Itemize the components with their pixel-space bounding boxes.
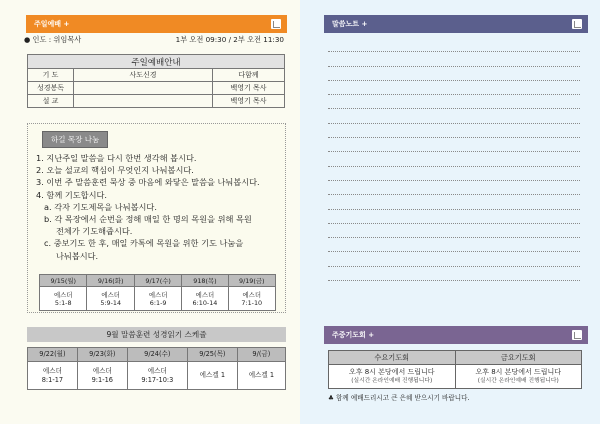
table-cell: 에스더 9:17-10:3 — [127, 362, 187, 390]
note-line — [328, 224, 580, 238]
worship-table — [27, 54, 285, 108]
note-line — [328, 152, 580, 166]
note-line — [328, 124, 580, 138]
reading-schedule-table — [27, 347, 286, 390]
prayer-online-note: (실시간 온라인예배 진행됩니다) — [477, 377, 559, 384]
note-line — [328, 210, 580, 224]
sharing-box — [27, 123, 286, 313]
table-cell: 백영기 목사 — [213, 82, 285, 95]
list-item: 1. 지난주일 말씀을 다시 한번 생각해 봅시다. — [36, 153, 197, 163]
note-line — [328, 81, 580, 95]
table-header-cell: 금요기도회 — [455, 351, 582, 365]
list-item: 2. 오늘 설교의 핵심이 무엇인지 나눠봅시다. — [36, 165, 194, 176]
note-line — [328, 267, 580, 281]
notes-header-title: 말씀노트 + — [332, 20, 368, 28]
note-line — [328, 95, 580, 109]
table-row — [28, 362, 286, 390]
worship-times: 1부 오전 09:30 / 2부 오전 11:30 — [175, 35, 284, 44]
schedule-title: 9월 말씀훈련 성경읽기 스케쥴 — [27, 327, 286, 342]
table-cell: 에스더 8:1-17 — [28, 362, 78, 390]
note-line — [328, 52, 580, 66]
table-cell: 사도신경 — [74, 69, 213, 82]
table-cell — [74, 82, 213, 95]
table-cell: 백영기 목사 — [213, 95, 285, 108]
document-icon[interactable] — [572, 330, 582, 340]
table-header-row — [28, 348, 286, 362]
table-header-row — [329, 351, 582, 365]
table-cell: 성경봉독 — [28, 82, 74, 95]
list-item: a. 각자 기도제목을 나눠봅시다. — [44, 201, 157, 212]
worship-header — [26, 15, 287, 33]
list-item: 4. 함께 기도합시다. — [36, 189, 107, 200]
table-header-row — [40, 275, 276, 287]
table-cell: 에스더 6:10-14 — [182, 287, 228, 311]
note-line — [328, 138, 580, 152]
table-header-cell: 9/19(금) — [228, 275, 275, 287]
document-icon[interactable] — [271, 19, 281, 29]
list-item-continued: 전체가 기도해줍시다. — [56, 226, 133, 237]
sharing-steps — [36, 152, 281, 262]
note-line — [328, 195, 580, 209]
note-line — [328, 238, 580, 252]
note-line — [328, 67, 580, 81]
prayer-online-note: (실시간 온라인예배 진행됩니다) — [351, 377, 433, 384]
list-item: c. 중보기도 한 후, 매일 카톡에 목원을 위한 기도 나눔을 — [44, 238, 244, 249]
table-cell — [455, 365, 582, 389]
prayer-header-title: 주중기도회 + — [332, 331, 375, 339]
note-line — [328, 167, 580, 181]
table-cell: 설 교 — [28, 95, 74, 108]
table-cell — [329, 365, 456, 389]
prayer-footnote: ♣ 함께 예배드리시고 큰 은혜 받으시기 바랍니다. — [328, 394, 470, 402]
worship-info — [24, 35, 284, 45]
table-cell: 기 도 — [28, 69, 74, 82]
note-line — [328, 38, 580, 52]
table-header-cell: 9/17(수) — [134, 275, 181, 287]
table-row — [329, 365, 582, 389]
table-header-cell: 9/15(월) — [40, 275, 87, 287]
reading-table-week1 — [39, 274, 276, 311]
prayer-time: 오후 8시 본당에서 드립니다 — [348, 367, 435, 376]
table-cell: 에스더 6:1-9 — [134, 287, 181, 311]
worship-table-title: 주일예배안내 — [28, 55, 285, 69]
prayer-header — [324, 326, 588, 344]
prayer-time: 오후 8시 본당에서 드립니다 — [475, 367, 561, 376]
notes-lines[interactable] — [328, 38, 580, 278]
table-header-cell: 9/(금) — [237, 348, 285, 362]
table-header-cell: 수요기도회 — [329, 351, 456, 365]
document-icon[interactable] — [572, 19, 582, 29]
list-item: 3. 이번 주 말씀훈련 묵상 중 마음에 와닿은 말씀을 나눠봅시다. — [36, 177, 260, 188]
worship-header-title: 주일예배 + — [34, 20, 70, 28]
table-header-cell: 9/25(목) — [187, 348, 237, 362]
table-cell: 에스더 9:1-16 — [77, 362, 127, 390]
table-cell: 에스겔 1 — [237, 362, 285, 390]
table-cell: 에스더 7:1-10 — [228, 287, 275, 311]
table-header-cell: 918(목) — [182, 275, 228, 287]
table-cell: 에스겔 1 — [187, 362, 237, 390]
note-line — [328, 252, 580, 266]
table-row — [28, 82, 285, 95]
table-header-cell: 9/16(화) — [87, 275, 134, 287]
notes-header — [324, 15, 588, 33]
table-row — [28, 95, 285, 108]
prayer-table — [328, 350, 582, 389]
table-header-cell: 9/22(월) — [28, 348, 78, 362]
note-line — [328, 181, 580, 195]
table-row — [40, 287, 276, 311]
table-row — [28, 69, 285, 82]
table-cell: 에스더 5:1-8 — [40, 287, 87, 311]
table-header-cell: 9/24(수) — [127, 348, 187, 362]
table-cell: 에스더 5:9-14 — [87, 287, 134, 311]
table-header-cell: 9/23(화) — [77, 348, 127, 362]
note-line — [328, 109, 580, 123]
sharing-title: 하길 목장 나눔 — [42, 131, 108, 148]
list-item-continued: 나눠봅시다. — [56, 250, 99, 261]
list-item: b. 각 목장에서 순번을 정해 매일 한 명의 목원을 위해 목원 — [44, 214, 252, 225]
worship-leader: ● 인도 : 위임목사 — [24, 35, 82, 44]
table-cell: 다함께 — [213, 69, 285, 82]
table-cell — [74, 95, 213, 108]
